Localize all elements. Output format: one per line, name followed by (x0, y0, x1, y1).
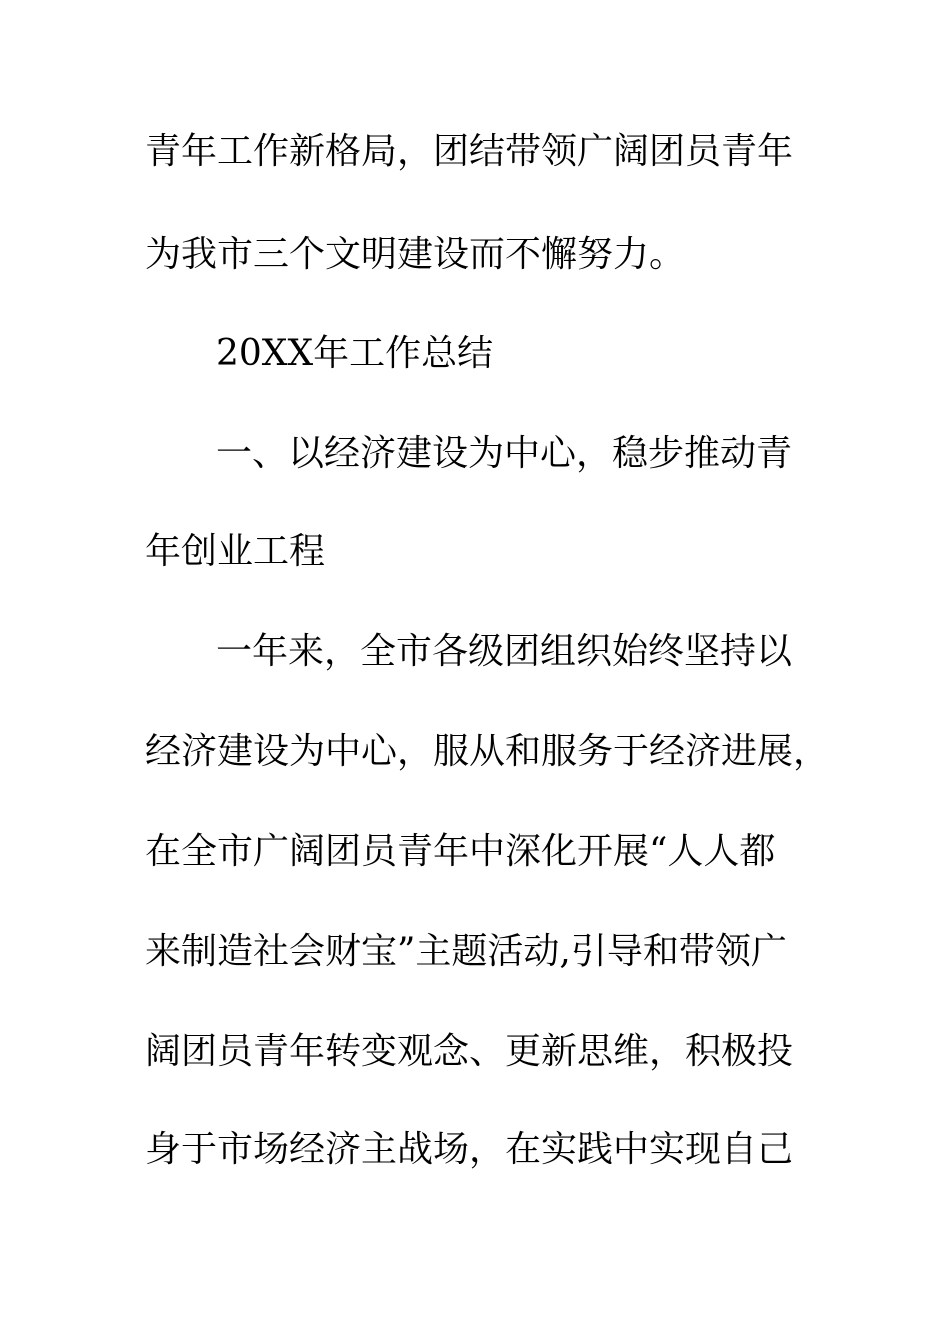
subsection-heading: 一、以经济建设为中心，稳步推动青 (216, 433, 793, 474)
paragraph-line: 为我市三个文明建设而不懈努力。 (145, 234, 686, 275)
paragraph-line: 来制造社会财宝”主题活动,引导和带领广 (145, 931, 787, 972)
paragraph-line: 青年工作新格局，团结带领广阔团员青年 (145, 131, 794, 172)
paragraph-line: 一年来，全市各级团组织始终坚持以 (216, 631, 793, 672)
paragraph-line: 阔团员青年转变观念、更新思维，积极投 (145, 1031, 794, 1072)
paragraph-line: 在全市广阔团员青年中深化开展“人人都 (145, 831, 776, 872)
section-heading: 20XX年工作总结 (216, 333, 494, 374)
paragraph-line: 经济建设为中心，服从和服务于经济进展， (145, 731, 830, 772)
subsection-heading-continued: 年创业工程 (145, 531, 326, 572)
paragraph-line: 身于市场经济主战场，在实践中实现自己 (145, 1129, 794, 1170)
